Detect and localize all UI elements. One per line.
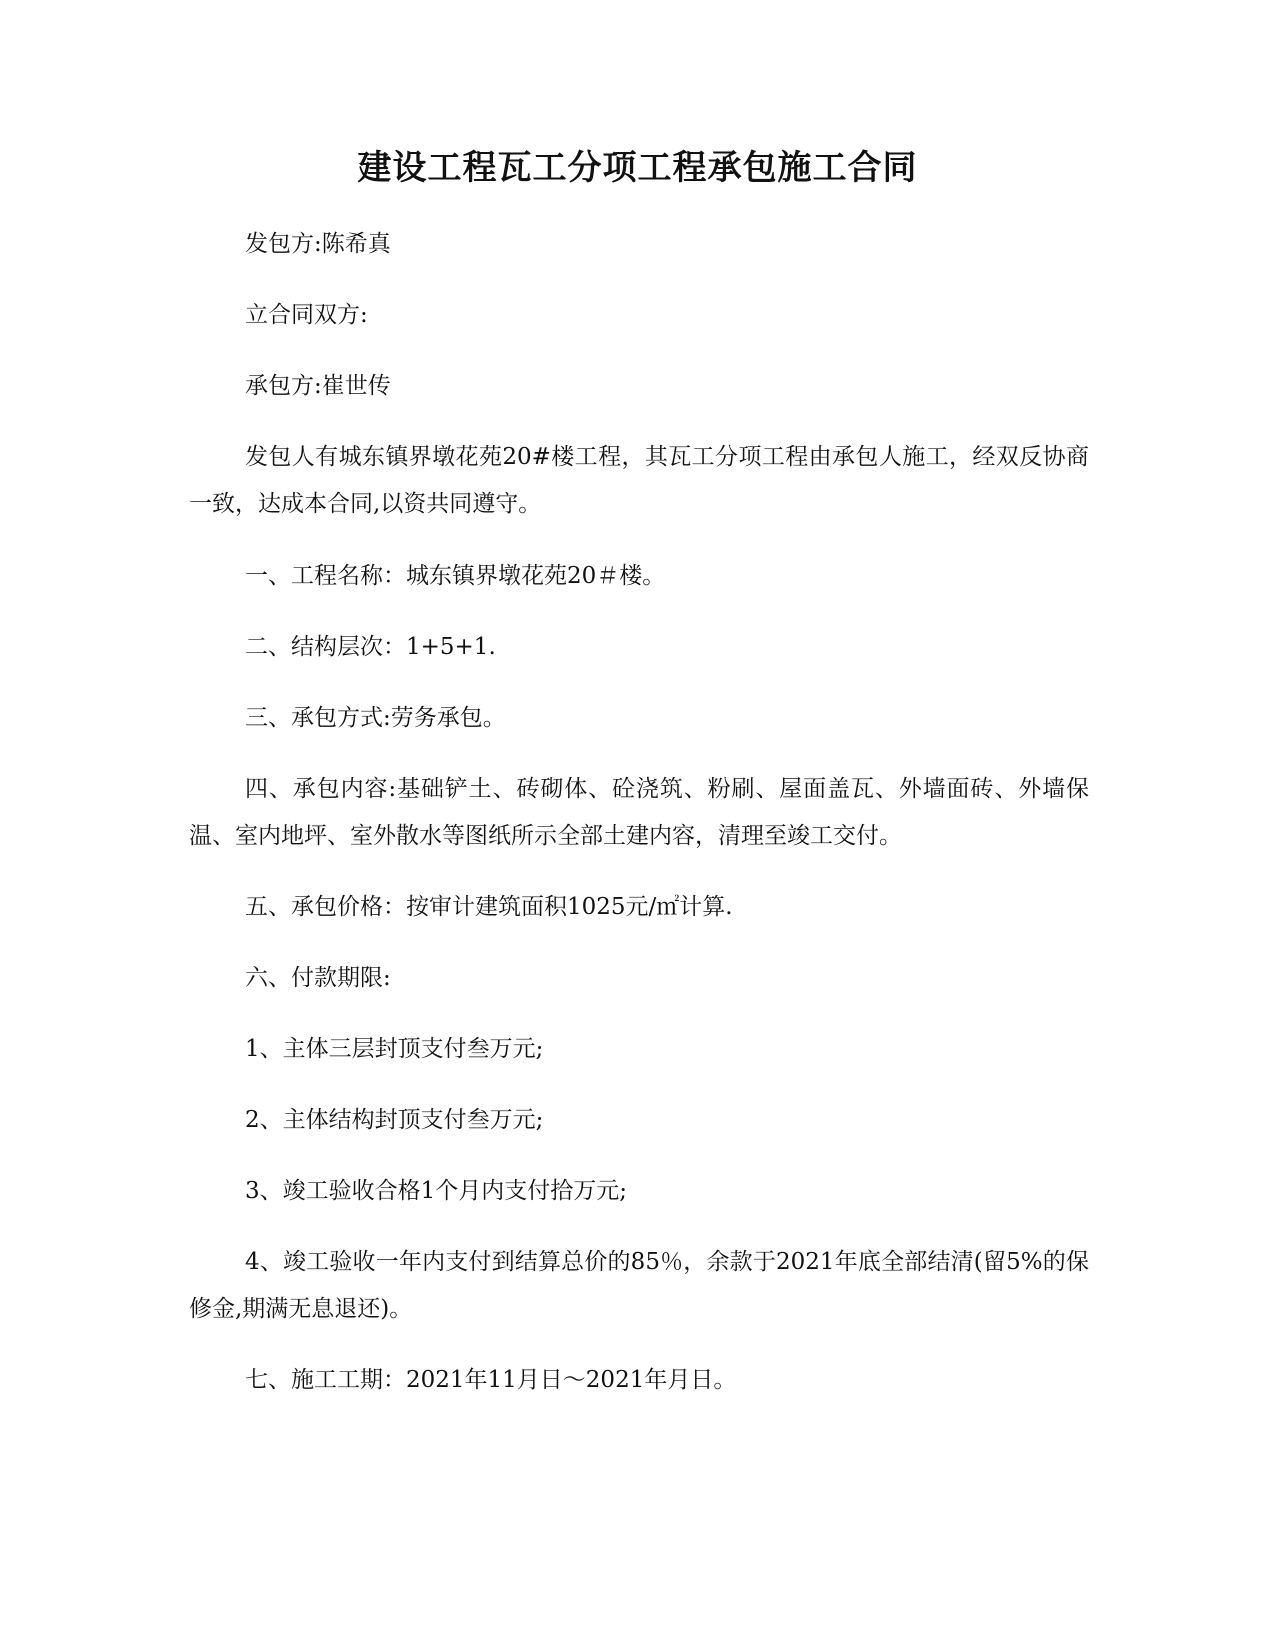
- parties-label: 立合同双方:: [245, 302, 368, 328]
- document-title: 建设工程瓦工分项工程承包施工合同: [357, 148, 918, 188]
- clause-scope: 四、承包内容:基础铲土、砖砌体、砼浇筑、粉刷、屋面盖瓦、外墙面砖、外墙保温、室内地坪、室外散水等图纸所示全部土建内容，清理至竣工交付。: [189, 776, 1089, 849]
- party-a-line: 发包方:陈希真: [245, 231, 391, 257]
- payment-item-4: 4、竣工验收一年内支付到结算总价的85％，余款于2021年底全部结清(留5%的保修金,期满无息退还)。: [189, 1249, 1089, 1322]
- party-b-line: 承包方:崔世传: [245, 373, 391, 399]
- clause-price: 五、承包价格：按审计建筑面积1025元/㎡计算.: [245, 894, 733, 920]
- payment-item-1: 1、主体三层封顶支付叁万元;: [245, 1036, 544, 1062]
- clause-payment-terms: 六、付款期限:: [245, 965, 391, 991]
- intro-paragraph: 发包人有城东镇界墩花苑20#楼工程，其瓦工分项工程由承包人施工，经双反协商一致，达成本合同,以资共同遵守。: [189, 444, 1089, 517]
- clause-structure: 二、结构层次：1+5+1.: [245, 634, 496, 660]
- clause-project-name: 一、工程名称：城东镇界墩花苑20＃楼。: [245, 563, 666, 589]
- clause-contract-method: 三、承包方式:劳务承包。: [245, 705, 506, 731]
- payment-item-2: 2、主体结构封顶支付叁万元;: [245, 1107, 544, 1133]
- payment-item-3: 3、竣工验收合格1个月内支付拾万元;: [245, 1178, 628, 1204]
- clause-construction-period: 七、施工工期：2021年11月日～2021年月日。: [245, 1367, 737, 1393]
